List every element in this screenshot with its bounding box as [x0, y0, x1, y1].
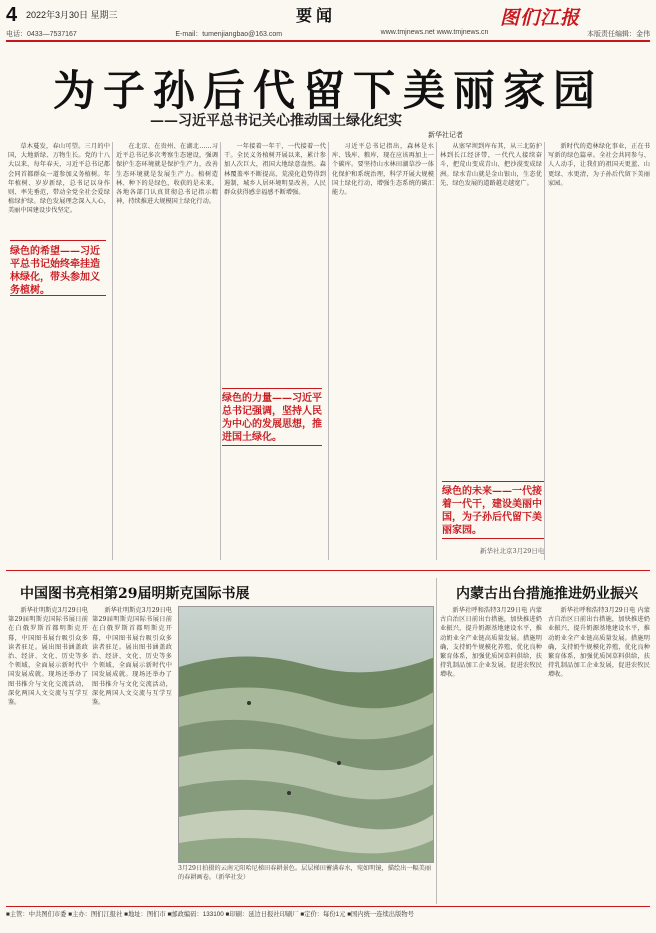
top-rule	[6, 40, 650, 42]
paragraph: 习近平总书记指出，森林是水库、钱库、粮库，现在应该再加上一个碳库。要坚持山水林田湖草沙一体化保护和系统治理，科学开展大规模国土绿化行动，增强生态系统的碳汇能力。	[332, 143, 434, 197]
story2-column-2	[92, 606, 172, 906]
dateline-credit: 新华社北京3月29日电	[480, 547, 545, 555]
contact-line	[6, 29, 650, 39]
story3-headline: 内蒙古出台措施推进奶业振兴	[456, 586, 638, 602]
terrace-landscape-image	[179, 607, 434, 863]
paragraph: 新华社呼和浩特3月29日电 内蒙古自治区日前出台措施，加快推进奶业振兴，提升奶源基地建设水平，推动奶业全产业链高质量发展。措施明确，支持奶牛规模化养殖，优化良种繁育体系，加强优质饲草料供给，扶持乳制品加工企业发展，促进农牧民增收。	[440, 607, 542, 679]
column-divider	[112, 142, 113, 560]
website-link[interactable]: www.tmjnews.net www.tmjnews.cn	[380, 29, 489, 36]
column-divider	[544, 142, 545, 560]
masthead	[0, 0, 656, 44]
lead-byline: 新华社记者	[428, 131, 463, 139]
column-divider	[436, 578, 437, 904]
editor-text: 本版责任编辑：金伟	[587, 31, 650, 38]
pull-quote-mid: 绿色的力量——习近平总书记强调，坚持人民为中心的发展思想，推进国土绿化。	[222, 388, 322, 446]
story3-column-2	[548, 606, 650, 906]
column-divider	[436, 142, 437, 560]
email-text: E-mail：tumenjiangbao@163.com	[175, 31, 283, 38]
column-divider	[220, 142, 221, 560]
story2-headline: 中国图书亮相第29届明斯克国际书展	[20, 586, 250, 602]
article-column-1	[8, 142, 110, 560]
article-column-6	[548, 142, 650, 560]
footer-imprint: ■主管：中共图们市委 ■主办：图们江报社 ■地址：图们市 ■邮政编码：133100 ■印刷：延边日报社印刷厂 ■定价：每份1元 ■国内统一连续出版物号	[6, 911, 414, 918]
issue-date: 2022年3月30日 星期三	[26, 10, 118, 20]
footer-rule	[6, 906, 650, 907]
paragraph: 新华社明斯克3月29日电 第29届明斯克国际书展日前在白俄罗斯首都明斯克开幕，中国图书展台吸引众多读者驻足。展出图书涵盖政治、经济、文化、历史等多个领域，全面展示新时代中国发展成就。现场还举办了图书推介与文化交流活动，深化两国人文交流与互学互鉴。	[8, 607, 88, 707]
paragraph: 一年接着一年干，一代接着一代干。全民义务植树开展以来，累计参加人次巨大，祖国大地绿意盎然。森林覆盖率不断提高，荒漠化趋势得到遏制，城乡人居环境明显改善，人民群众获得感幸福感不断增强。	[224, 143, 326, 197]
article-column-4	[332, 142, 434, 560]
article-column-2	[116, 142, 218, 560]
phone-text: 电话：0433—7537167	[6, 31, 77, 38]
paragraph: 在北京、在贵州、在湖北……习近平总书记多次考察生态建设，强调保护生态环境就是保护生产力，改善生态环境就是发展生产力。植树造林、种下的是绿色，收获的是未来。各地各部门认真贯彻总书记指示精神，持续推进大规模国土绿化行动。	[116, 143, 218, 206]
photo-caption: 3月29日拍摄的云南元阳哈尼梯田春耕景色。层层梯田蓄满春水，宛如明镜，描绘出一幅美丽的春耕画卷。（新华社发）	[178, 865, 432, 881]
paragraph: 草木蔓发，春山可望。三月的中国，大地新绿、万物生长。党的十八大以来，每年春天，习近平总书记都会同首都群众一道参加义务植树。年年植树、岁岁新绿，总书记以身作则、率先垂范，带动全党全社会爱绿植绿护绿。绿色发展理念深入人心，美丽中国建设步伐坚定。	[8, 143, 110, 215]
news-photo	[178, 606, 434, 863]
paragraph: 新华社呼和浩特3月29日电 内蒙古自治区日前出台措施，加快推进奶业振兴，提升奶源基地建设水平，推动奶业全产业链高质量发展。措施明确，支持奶牛规模化养殖，优化良种繁育体系，加强优质饲草料供给，扶持乳制品加工企业发展，促进农牧民增收。	[548, 607, 650, 679]
pull-quote-right: 绿色的未来——一代接着一代干，建设美丽中国，为子孙后代留下美丽家园。	[442, 481, 544, 539]
column-divider	[328, 142, 329, 560]
section-divider	[6, 570, 650, 571]
paragraph: 新时代的造林绿化事业，正在书写新的绿色篇章。全社会共同参与、人人动手，让我们的祖国天更蓝、山更绿、水更清，为子孙后代留下美丽家园。	[548, 143, 650, 187]
paragraph: 新华社明斯克3月29日电 第29届明斯克国际书展日前在白俄罗斯首都明斯克开幕，中国图书展台吸引众多读者驻足。展出图书涵盖政治、经济、文化、历史等多个领域，全面展示新时代中国发展成就。现场还举办了图书推介与文化交流活动，深化两国人文交流与互学互鉴。	[92, 607, 172, 707]
lead-headline: 为子孙后代留下美丽家园	[52, 66, 603, 115]
paragraph: 从塞罕坝到库布其，从三北防护林到长江经济带，一代代人接续奋斗，把荒山变成青山、把沙漠变成绿洲。绿水青山就是金山银山，生态优先、绿色发展的道路越走越宽广。	[440, 143, 542, 187]
page-number: 4	[6, 4, 18, 26]
story3-column-1	[440, 606, 542, 906]
story2-column-1	[8, 606, 88, 906]
pull-quote-left: 绿色的希望——习近平总书记始终牵挂造林绿化，带头参加义务植树。	[10, 240, 106, 296]
brand-logo: 图们江报	[500, 7, 581, 29]
lead-subhead: ——习近平总书记关心推动国土绿化纪实	[150, 113, 402, 129]
article-column-3	[224, 142, 326, 560]
section-name: 要闻	[296, 6, 337, 25]
